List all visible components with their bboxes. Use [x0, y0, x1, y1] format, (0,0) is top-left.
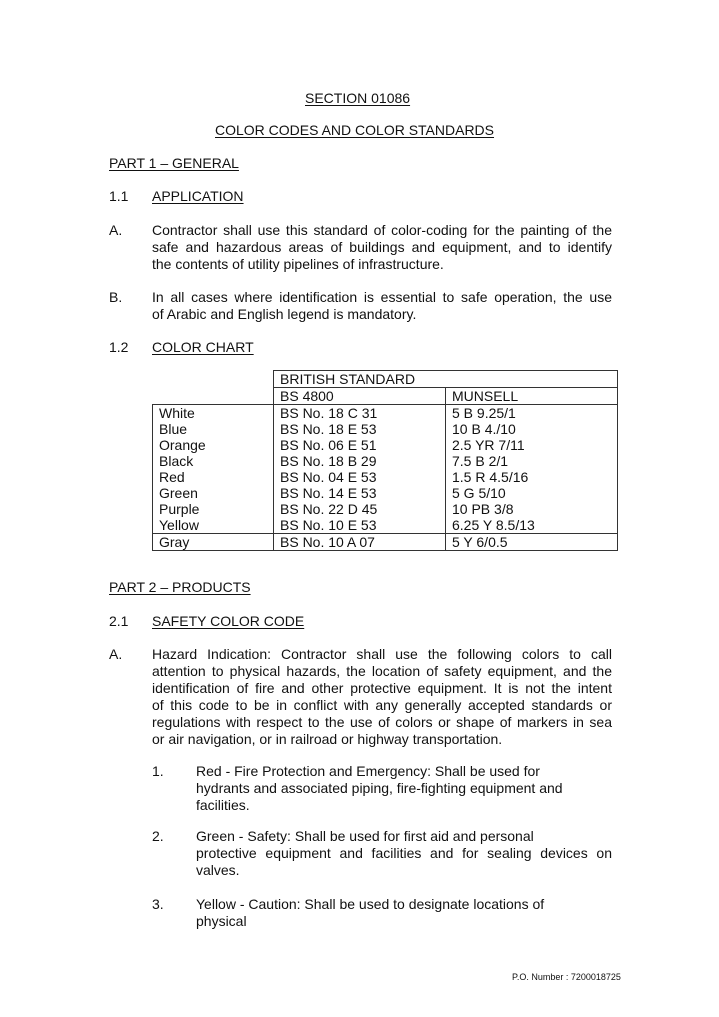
bs-code-cell: BS No. 22 D 45: [274, 501, 446, 517]
color-name-cell: Orange: [153, 437, 274, 453]
hazard-indication-paragraph: Hazard Indication: Contractor shall use the following colors to call attention to physical hazards, the location of safety equipment, and the identification of fire and other protective equipment. It is not the intent of this code to be in conflict with any generally accepted standards or regulations with respect to the use of colors or shape of markers in sea or air navigation, or in railroad or highway transportation.: [152, 646, 612, 747]
section-1-1-title: APPLICATION: [152, 188, 244, 204]
table-row: [153, 405, 618, 422]
subitem-1-number: 1.: [152, 763, 164, 779]
part2-heading: PART 2 – PRODUCTS: [109, 579, 251, 595]
part1-heading: PART 1 – GENERAL: [109, 155, 239, 171]
table-row: [153, 517, 618, 534]
document-title: COLOR CODES AND COLOR STANDARDS: [215, 122, 495, 138]
item-a-label: A.: [109, 222, 123, 238]
item-a-label: A.: [109, 646, 123, 662]
table-row: [153, 469, 618, 485]
munsell-code-cell: 5 Y 6/0.5: [446, 534, 618, 551]
color-name-cell: Yellow: [153, 517, 274, 534]
subitem-3-text: Yellow - Caution: Shall be used to designate locations of physical: [196, 896, 545, 929]
bs-code-cell: BS No. 18 B 29: [274, 453, 446, 469]
british-standard-header: BRITISH STANDARD: [274, 371, 618, 388]
bs-code-cell: BS No. 18 E 53: [274, 421, 446, 437]
color-name-cell: Green: [153, 485, 274, 501]
section-2-1-number: 2.1: [109, 613, 129, 629]
section-2-1-title: SAFETY COLOR CODE: [152, 613, 305, 629]
table-header-row: [153, 371, 618, 388]
subitem-2-text: Green - Safety: Shall be used for first aid and personal protective equipment and facilities and for sealing devices on valves.: [196, 828, 612, 878]
table-row: [153, 501, 618, 517]
color-name-cell: Gray: [153, 534, 274, 551]
bs-code-cell: BS No. 04 E 53: [274, 469, 446, 485]
section-1-1-number: 1.1: [109, 188, 129, 204]
subitem-1-text: Red - Fire Protection and Emergency: Shall be used for hydrants and associated piping, fire-fighting equipment and facilities.: [196, 763, 563, 813]
table-row: [153, 485, 618, 501]
munsell-code-cell: 7.5 B 2/1: [446, 453, 618, 469]
table-row: [153, 437, 618, 453]
bs-code-cell: BS No. 10 A 07: [274, 534, 446, 551]
item-b-paragraph: In all cases where identification is essential to safe operation, the use of Arabic and English legend is mandatory.: [152, 289, 612, 322]
section-1-2-number: 1.2: [109, 339, 129, 355]
color-chart-table: [152, 370, 618, 551]
item-b-label: B.: [109, 289, 123, 305]
color-name-cell: Red: [153, 469, 274, 485]
color-name-cell: Purple: [153, 501, 274, 517]
table-row: [153, 453, 618, 469]
color-name-cell: White: [153, 405, 274, 422]
po-number-footer: P.O. Number : 7200018725: [512, 972, 621, 982]
color-name-cell: Blue: [153, 421, 274, 437]
table-row: [153, 421, 618, 437]
bs-code-cell: BS No. 18 C 31: [274, 405, 446, 422]
subitem-2-number: 2.: [152, 828, 164, 844]
munsell-code-cell: 1.5 R 4.5/16: [446, 469, 618, 485]
bs-code-cell: BS No. 06 E 51: [274, 437, 446, 453]
bs-code-cell: BS No. 14 E 53: [274, 485, 446, 501]
bs-code-cell: BS No. 10 E 53: [274, 517, 446, 534]
munsell-header: MUNSELL: [446, 388, 618, 405]
table-subheader-row: [153, 388, 618, 405]
table-corner-cell: [153, 388, 274, 405]
section-1-2-title: COLOR CHART: [152, 339, 254, 355]
subitem-3-number: 3.: [152, 896, 164, 912]
table-row: [153, 534, 618, 551]
color-name-cell: Black: [153, 453, 274, 469]
item-a-paragraph: Contractor shall use this standard of color-coding for the painting of the safe and hazardous areas of buildings and equipment, and to identify the contents of utility pipelines of infrastructure.: [152, 222, 612, 272]
table-corner-cell: [153, 371, 274, 388]
munsell-code-cell: 5 B 9.25/1: [446, 405, 618, 422]
munsell-code-cell: 10 B 4./10: [446, 421, 618, 437]
section-number: SECTION 01086: [305, 90, 411, 106]
munsell-code-cell: 2.5 YR 7/11: [446, 437, 618, 453]
bs4800-header: BS 4800: [274, 388, 446, 405]
munsell-code-cell: 10 PB 3/8: [446, 501, 618, 517]
munsell-code-cell: 6.25 Y 8.5/13: [446, 517, 618, 534]
munsell-code-cell: 5 G 5/10: [446, 485, 618, 501]
